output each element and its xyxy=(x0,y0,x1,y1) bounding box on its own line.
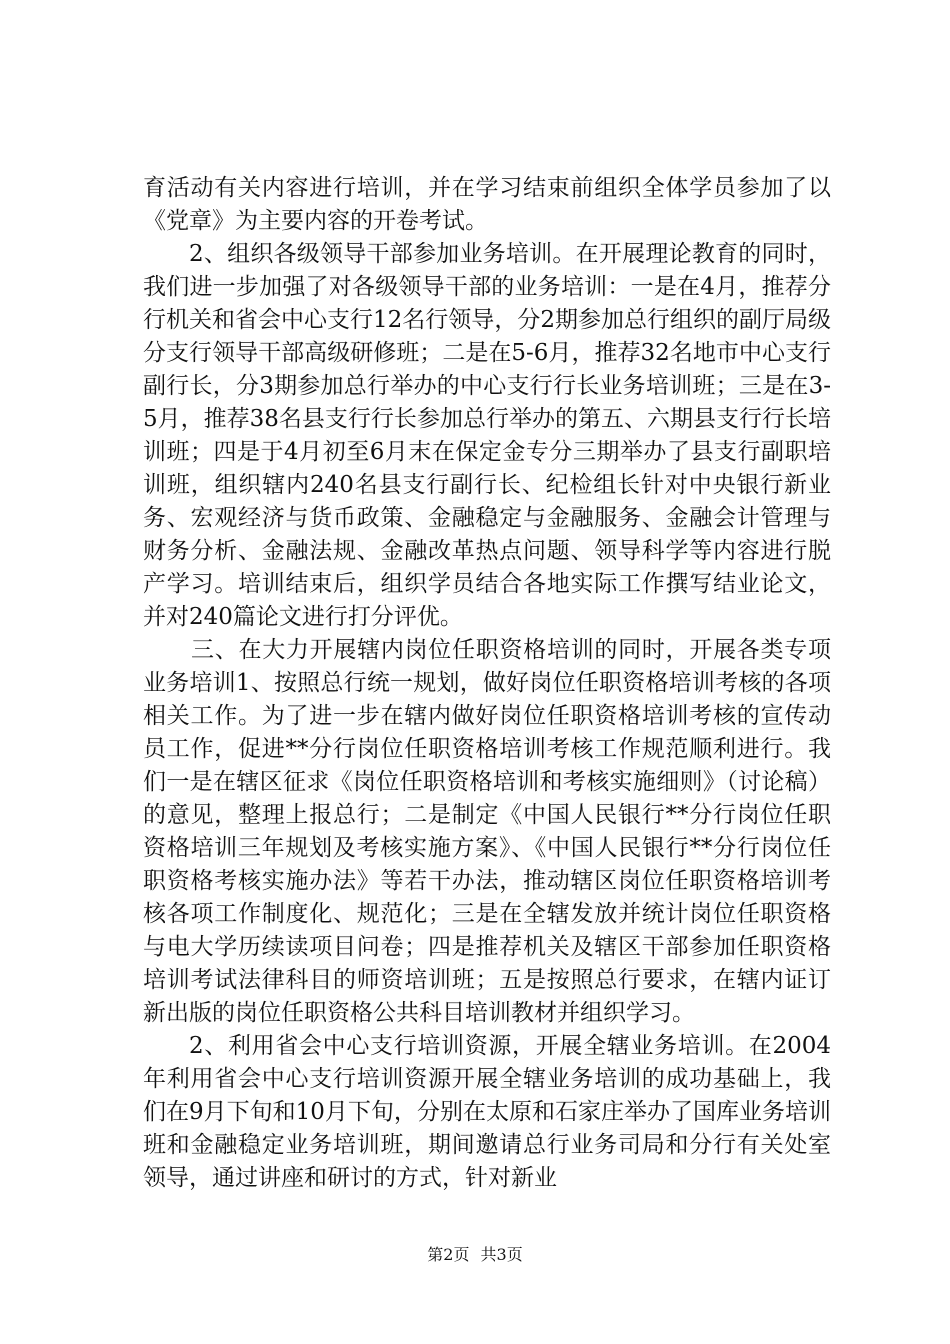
paragraph-4: 2、利用省会中心支行培训资源，开展全辖业务培训。在2004年利用省会中心支行培训资源开展全辖业务培训的成功基础上，我们在9月下旬和10月下旬，分别在太原和石家庄举办了国库业务培训班和金融稳定业务培训班，期间邀请总行业务司局和分行有关处室领导，通过讲座和研讨的方式，针对新业 xyxy=(143,1033,831,1191)
document-body xyxy=(143,172,831,1195)
paragraph-1: 育活动有关内容进行培训，并在学习结束前组织全体学员参加了以《党章》为主要内容的开卷考试。 xyxy=(143,175,831,234)
page-footer xyxy=(0,1245,950,1265)
page-total: 共3页 xyxy=(480,1245,523,1264)
paragraph-2: 2、组织各级领导干部参加业务培训。在开展理论教育的同时，我们进一步加强了对各级领导干部的业务培训：一是在4月，推荐分行机关和省会中心支行12名行领导，分2期参加总行组织的副厅局级分支行领导干部高级研修班；二是在5-6月，推荐32名地市中心支行副行长，分3期参加总行举办的中心支行行长业务培训班；三是在3-5月，推荐38名县支行行长参加总行举办的第五、六期县支行行长培训班；四是于4月初至6月末在保定金专分三期举办了县支行副职培训班，组织辖内240名县支行副行长、纪检组长针对中央银行新业务、宏观经济与货币政策、金融稳定与金融服务、金融会计管理与财务分析、金融法规、金融改革热点问题、领导科学等内容进行脱产学习。培训结束后，组织学员结合各地实际工作撰写结业论文，并对240篇论文进行打分评优。 xyxy=(143,241,831,630)
paragraph-3: 三、在大力开展辖内岗位任职资格培训的同时，开展各类专项业务培训1、按照总行统一规划，做好岗位任职资格培训考核的各项相关工作。为了进一步在辖内做好岗位任职资格培训考核的宣传动员工作，促进**分行岗位任职资格培训考核工作规范顺利进行。我们一是在辖区征求《岗位任职资格培训和考核实施细则》（讨论稿）的意见，整理上报总行；二是制定《中国人民银行**分行岗位任职资格培训三年规划及考核实施方案》、《中国人民银行**分行岗位任职资格考核实施办法》等若干办法，推动辖区岗位任职资格培训考核各项工作制度化、规范化；三是在全辖发放并统计岗位任职资格与电大学历续读项目问卷；四是推荐机关及辖区干部参加任职资格培训考试法律科目的师资培训班；五是按照总行要求，在辖内证订新出版的岗位任职资格公共科目培训教材并组织学习。 xyxy=(143,637,831,1026)
page-number: 第2页 xyxy=(427,1245,470,1264)
